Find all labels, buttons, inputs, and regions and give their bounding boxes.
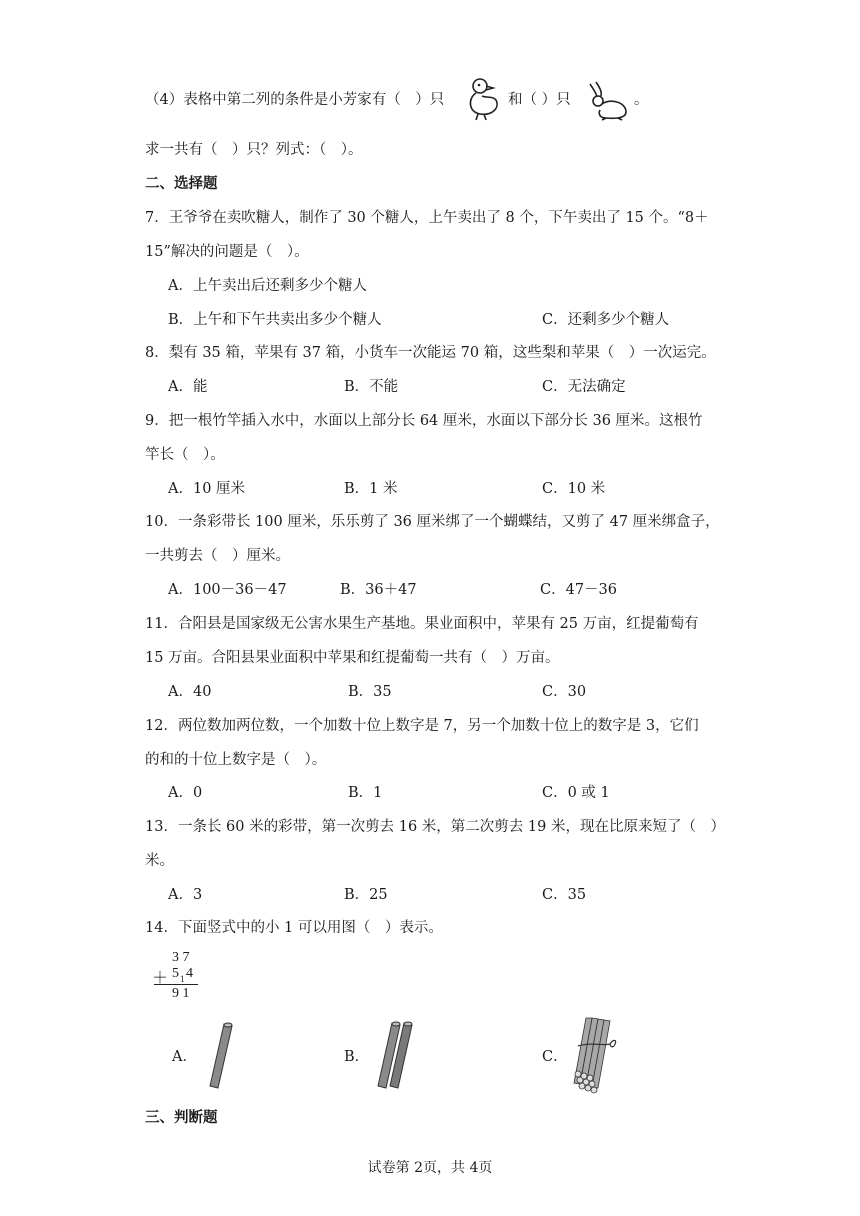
q14-option-c: C．	[542, 1049, 568, 1065]
q10-option-b: B．36＋47	[340, 582, 417, 598]
one-stick-icon	[204, 1020, 238, 1092]
section-judge-heading: 三、判断题	[145, 1110, 218, 1126]
q8-option-c: C．无法确定	[542, 379, 626, 395]
q9-option-c: C．10 米	[542, 481, 606, 497]
q9-option-b: B．1 米	[344, 481, 398, 497]
q4-line2: 求一共有（ ）只？列式：（ ）。	[145, 142, 363, 158]
q14-option-a: A．	[172, 1049, 197, 1065]
q7-line1: 7．王爷爷在卖吹糖人，制作了 30 个糖人，上午卖出了 8 个，下午卖出了 15 个。“8＋	[145, 210, 709, 226]
q13-line1: 13．一条长 60 米的彩带，第一次剪去 16 米，第二次剪去 19 米，现在比原来短了（ ）	[145, 819, 725, 835]
q10-line1: 10．一条彩带长 100 厘米，乐乐剪了 36 厘米绑了一个蝴蝶结，又剪了 47 厘米绑盒子，	[145, 514, 720, 530]
q7-option-b: B．上午和下午共卖出多少个糖人	[168, 312, 382, 328]
addend-1: 3 7	[172, 950, 190, 965]
q9-line1: 9．把一根竹竿插入水中，水面以上部分长 64 厘米，水面以下部分长 36 厘米。这根竹	[145, 413, 703, 429]
q8-option-a: A．能	[168, 379, 208, 395]
q4-text-1: （4）表格中第二列的条件是小芳家有（ ）只	[145, 92, 445, 108]
rabbit-icon	[582, 78, 632, 122]
q9-line2: 竿长（ ）。	[145, 447, 225, 463]
q9-option-a: A．10 厘米	[168, 481, 246, 497]
sum-rule	[154, 984, 198, 985]
duck-icon	[466, 76, 504, 122]
carry-digit: 1	[180, 974, 185, 984]
q4-line1b	[508, 90, 571, 110]
q11-line1: 11．合阳县是国家级无公害水果生产基地。果业面积中，苹果有 25 万亩，红提葡萄有	[145, 616, 699, 632]
q14-line1: 14．下面竖式中的小 1 可以用图（ ）表示。	[145, 920, 443, 936]
addend-2-ones: 4	[186, 966, 193, 981]
q10-line2: 一共剪去（ ）厘米。	[145, 548, 290, 564]
two-sticks-icon	[372, 1018, 418, 1092]
q11-line2: 15 万亩。合阳县果业面积中苹果和红提葡萄一共有（ ）万亩。	[145, 650, 560, 666]
q12-line2: 的和的十位上数字是（ ）。	[145, 752, 327, 768]
q8-option-b: B．不能	[344, 379, 399, 395]
q13-line2: 米。	[145, 853, 174, 869]
q13-option-b: B．25	[344, 887, 388, 903]
plus-sign: ＋	[152, 970, 169, 987]
q4-line1	[145, 90, 444, 110]
q12-option-b: B．1	[348, 785, 383, 801]
q8-line1: 8．梨有 35 箱，苹果有 37 箱，小货车一次能运 70 箱，这些梨和苹果（ ）一次运完。	[145, 345, 716, 361]
section-choice-heading: 二、选择题	[145, 176, 218, 192]
q7-line2: 15”解决的问题是（ ）。	[145, 244, 309, 260]
page-footer: 试卷第 2页，共 4页	[367, 1160, 493, 1176]
q10-option-c: C．47－36	[540, 582, 617, 598]
addend-2-tens: 5	[172, 966, 179, 981]
q13-option-a: A．3	[168, 887, 203, 903]
q4-text-3: 。	[634, 92, 649, 108]
q12-line1: 12．两位数加两位数，一个加数十位上数字是 7，另一个加数十位上的数字是 3，它们	[145, 718, 699, 734]
q7-option-c: C．还剩多少个糖人	[542, 312, 670, 328]
q11-option-b: B．35	[348, 684, 392, 700]
q11-option-a: A．40	[168, 684, 212, 700]
q11-option-c: C．30	[542, 684, 587, 700]
q12-option-c: C．0 或 1	[542, 785, 610, 801]
stick-bundle-icon	[570, 1016, 620, 1096]
q13-option-c: C．35	[542, 887, 587, 903]
q10-option-a: A．100－36－47	[168, 582, 287, 598]
vertical-addition	[150, 950, 210, 1006]
q12-option-a: A．0	[168, 785, 203, 801]
sum-result: 9 1	[172, 986, 190, 1001]
q4-text-2: 和（ ）只	[508, 92, 571, 108]
q7-option-a: A．上午卖出后还剩多少个糖人	[168, 278, 367, 294]
q14-option-b: B．	[344, 1049, 370, 1065]
q4-line1c	[634, 90, 649, 110]
